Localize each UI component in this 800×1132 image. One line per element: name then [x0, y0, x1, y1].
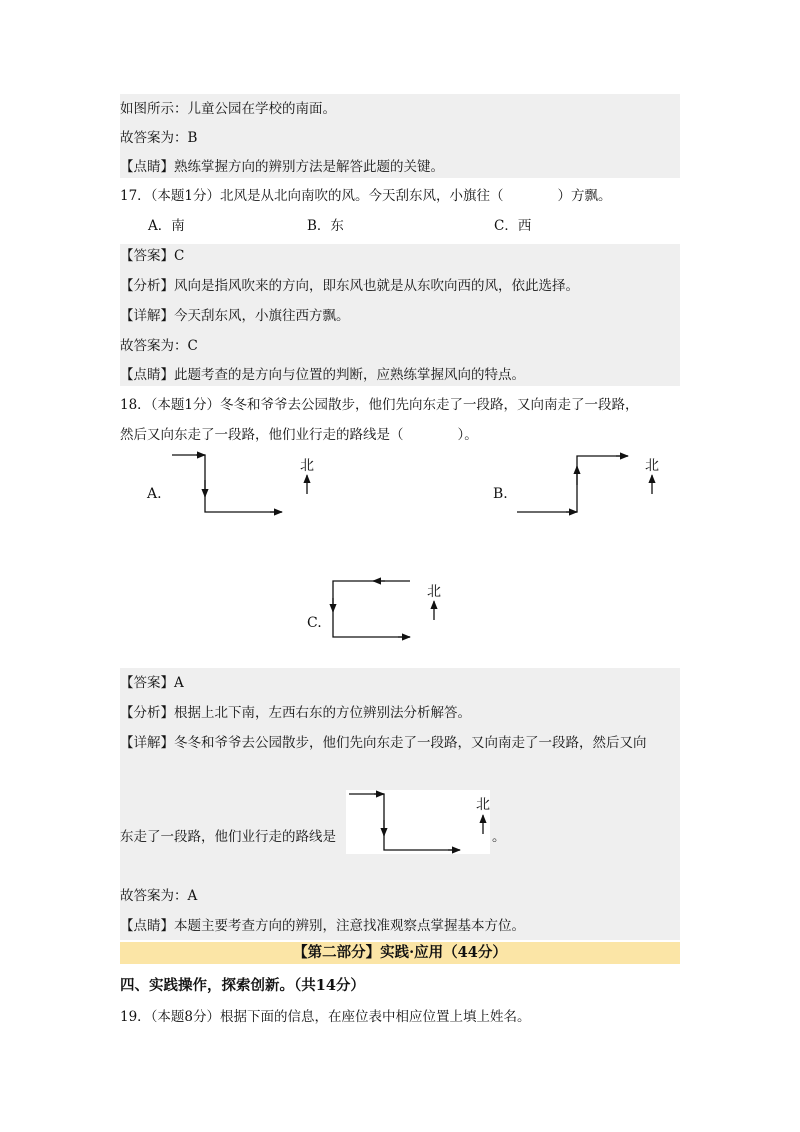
q18-option-a-north-label: 北	[300, 458, 314, 474]
q17-stem: 17．（本题1分）北风是从北向南吹的风。今天刮东风，小旗往（ ）方飘。	[120, 188, 612, 204]
q18-option-b-north-label: 北	[645, 458, 659, 474]
section-four-heading: 四、实践操作，探索创新。（共14分）	[120, 977, 365, 994]
q17-final-answer: 故答案为：C	[120, 338, 198, 354]
q18-analysis: 【分析】根据上北下南，左西右东的方位辨别法分析解答。	[120, 705, 471, 721]
q18-solution-figure	[346, 790, 500, 854]
q18-stem-line2: 然后又向东走了一段路，他们业行走的路线是（ ）。	[120, 427, 478, 443]
q16-final-answer: 故答案为：B	[120, 130, 198, 146]
q18-stem-line1: 18．（本题1分）冬冬和爷爷去公园散步，他们先向东走了一段路，又向南走了一段路，	[120, 397, 639, 413]
q18-option-b-route	[517, 456, 628, 512]
q16-explanation: 如图所示：儿童公园在学校的南面。	[120, 101, 336, 117]
q18-answer: 【答案】A	[120, 675, 184, 691]
q18-tip: 【点睛】本题主要考查方向的辨别，注意找准观察点掌握基本方位。	[120, 918, 525, 934]
q16-tip: 【点睛】熟练掌握方向的辨别方法是解答此题的关键。	[120, 159, 444, 175]
q17-detail: 【详解】今天刮东风，小旗往西方飘。	[120, 308, 350, 324]
q18-option-b-label: B.	[493, 486, 508, 502]
q17-tip: 【点睛】此题考查的是方向与位置的判断，应熟练掌握风向的特点。	[120, 367, 525, 383]
q18-option-c-label: C.	[307, 615, 322, 631]
part2-banner: 【第二部分】实践·应用（44分）	[120, 942, 680, 964]
q18-detail-line2-end: 。	[492, 829, 506, 845]
q18-solution-north-label: 北	[476, 797, 490, 813]
q17-option-c: C．西	[494, 218, 532, 234]
q18-final-answer: 故答案为：A	[120, 888, 198, 904]
q18-solution-route	[349, 794, 460, 850]
q18-detail-line2: 东走了一段路，他们业行走的路线是	[120, 829, 336, 845]
q18-option-a-route	[172, 455, 282, 512]
q17-option-a: A．南	[148, 218, 185, 234]
q19-stem: 19．（本题8分）根据下面的信息，在座位表中相应位置上填上姓名。	[120, 1009, 531, 1025]
q17-answer: 【答案】C	[120, 248, 185, 264]
q17-option-b: B．东	[307, 218, 344, 234]
q18-option-a-label: A.	[147, 486, 162, 502]
q18-detail-line1: 【详解】冬冬和爷爷去公园散步，他们先向东走了一段路，又向南走了一段路，然后又向	[120, 735, 647, 751]
q18-option-c-route	[333, 581, 410, 637]
q17-analysis: 【分析】风向是指风吹来的方向，即东风也就是从东吹向西的风，依此选择。	[120, 278, 579, 294]
q18-option-c-north-label: 北	[427, 584, 441, 600]
